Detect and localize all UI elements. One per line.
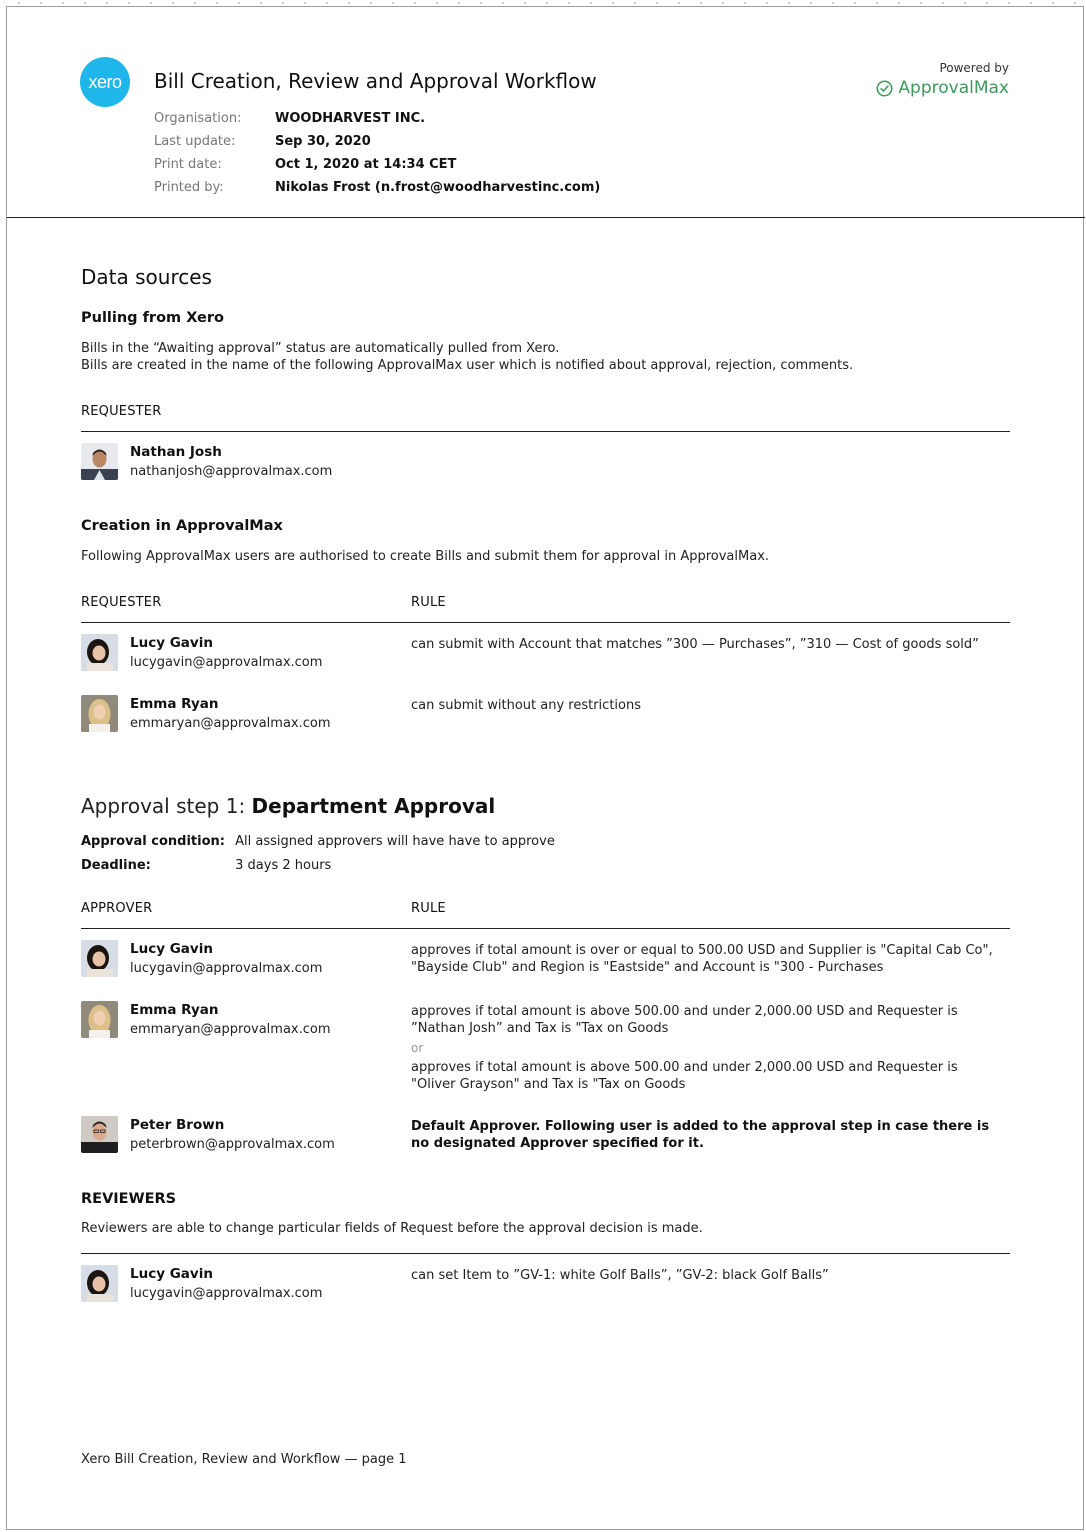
person-email: emmaryan@approvalmax.com <box>130 1022 331 1037</box>
column-header-approver: APPROVER <box>81 901 153 916</box>
xero-logo-text: xero <box>88 71 122 92</box>
pulling-description <box>81 340 853 374</box>
check-circle-icon <box>876 80 893 97</box>
column-header-requester: REQUESTER <box>81 404 162 419</box>
reviewer-rule: can set Item to ”GV-1: white Golf Balls”, ”GV-2: black Golf Balls” <box>411 1268 829 1283</box>
avatar-peter-brown <box>81 1116 118 1153</box>
meta-value: Sep 30, 2020 <box>275 134 371 149</box>
person-name: Lucy Gavin <box>130 1266 213 1282</box>
condition-row <box>81 830 555 854</box>
powered-by-label: Powered by <box>939 61 1009 75</box>
page-footer: Xero Bill Creation, Review and Workflow — page 1 <box>81 1452 407 1467</box>
meta-label: Print date: <box>154 157 222 172</box>
person-info <box>130 443 332 481</box>
person-name: Emma Ryan <box>130 696 219 712</box>
avatar-lucy-gavin <box>81 634 118 671</box>
brand-name: ApprovalMax <box>898 78 1009 98</box>
approver-rule-alt: approves if total amount is above 500.00 and under 2,000.00 USD and Requester is "Oliver Grayson" and Tax is "Tax on Goods <box>411 1060 958 1092</box>
meta-label: Last update: <box>154 134 236 149</box>
avatar-nathan-josh <box>81 443 118 480</box>
condition-label: Approval condition: <box>81 834 225 849</box>
approver-rule: approves if total amount is over or equal to 500.00 USD and Supplier is "Capital Cab Co", "Bayside Club" and Region is "Eastside" and Account is "300 - Purchases <box>411 943 993 975</box>
approver-row <box>81 1001 331 1039</box>
subsection-title-creation: Creation in ApprovalMax <box>81 518 283 534</box>
step-prefix: Approval step 1: <box>81 794 246 818</box>
meta-row-last-update <box>154 130 600 153</box>
column-header-rule: RULE <box>411 901 446 916</box>
document-meta <box>154 107 600 199</box>
deadline-value: 3 days 2 hours <box>235 858 332 873</box>
requester-rule: can submit with Account that matches ”300 — Purchases”, ”310 — Cost of goods sold” <box>411 637 979 652</box>
xero-logo <box>80 57 130 107</box>
meta-label: Printed by: <box>154 180 224 195</box>
meta-row-printed-by <box>154 176 600 199</box>
column-header-rule: RULE <box>411 595 446 610</box>
column-header-requester: REQUESTER <box>81 595 162 610</box>
person-email: lucygavin@approvalmax.com <box>130 961 323 976</box>
person-name: Nathan Josh <box>130 444 222 460</box>
table-divider <box>81 928 1010 929</box>
person-info <box>130 1001 331 1039</box>
approver-row <box>81 1116 335 1154</box>
avatar-lucy-gavin <box>81 1265 118 1302</box>
person-name: Lucy Gavin <box>130 635 213 651</box>
approver-rule-group <box>411 1003 1001 1093</box>
person-info <box>130 940 322 978</box>
approvalmax-logo <box>876 78 1009 98</box>
person-email: lucygavin@approvalmax.com <box>130 1286 323 1301</box>
meta-row-print-date <box>154 153 600 176</box>
meta-value: WOODHARVEST INC. <box>275 111 426 126</box>
rule-separator-or: or <box>411 1041 424 1055</box>
person-email: lucygavin@approvalmax.com <box>130 655 323 670</box>
pulling-line-1: Bills in the “Awaiting approval” status are automatically pulled from Xero. <box>81 341 560 356</box>
reviewers-title: REVIEWERS <box>81 1191 177 1207</box>
meta-row-organisation <box>154 107 600 130</box>
table-divider <box>81 622 1010 623</box>
creation-description: Following ApprovalMax users are authorised to create Bills and submit them for approval in ApprovalMax. <box>81 549 770 564</box>
approval-step-title <box>81 794 495 818</box>
approval-conditions <box>81 830 555 878</box>
meta-value: Oct 1, 2020 at 14:34 CET <box>275 157 457 172</box>
deadline-row <box>81 854 555 878</box>
person-name: Lucy Gavin <box>130 941 213 957</box>
meta-value: Nikolas Frost (n.frost@woodharvestinc.com) <box>275 180 601 195</box>
approver-row <box>81 940 322 978</box>
table-divider <box>81 1253 1010 1254</box>
step-name: Department Approval <box>251 794 496 818</box>
person-name: Emma Ryan <box>130 1002 219 1018</box>
person-info <box>130 695 331 733</box>
powered-by <box>876 61 1009 98</box>
requester-rule: can submit without any restrictions <box>411 698 641 713</box>
avatar-emma-ryan <box>81 695 118 732</box>
requester-row <box>81 634 322 672</box>
pulling-line-2: Bills are created in the name of the following ApprovalMax user which is notified about approval, rejection, comments. <box>81 358 854 373</box>
requester-row <box>81 443 332 481</box>
person-name: Peter Brown <box>130 1117 225 1133</box>
default-approver-rule: Default Approver. Following user is added to the approval step in case there is no designated Approver specified for it. <box>411 1119 990 1151</box>
header-divider <box>7 217 1085 218</box>
document-page <box>6 6 1084 1530</box>
table-divider <box>81 431 1010 432</box>
reviewers-description: Reviewers are able to change particular fields of Request before the approval decision is made. <box>81 1221 703 1236</box>
person-email: peterbrown@approvalmax.com <box>130 1137 335 1152</box>
subsection-title-pulling: Pulling from Xero <box>81 310 224 326</box>
page-title: Bill Creation, Review and Approval Workflow <box>154 69 597 93</box>
person-email: nathanjosh@approvalmax.com <box>130 464 333 479</box>
person-info <box>130 1116 335 1154</box>
deadline-label: Deadline: <box>81 858 151 873</box>
person-info <box>130 634 322 672</box>
person-email: emmaryan@approvalmax.com <box>130 716 331 731</box>
reviewer-row <box>81 1265 322 1303</box>
approver-rule: approves if total amount is above 500.00 and under 2,000.00 USD and Requester is ”Nathan Josh” and Tax is "Tax on Goods <box>411 1004 958 1036</box>
avatar-lucy-gavin <box>81 940 118 977</box>
person-info <box>130 1265 322 1303</box>
section-title-data-sources: Data sources <box>81 265 212 289</box>
requester-row <box>81 695 331 733</box>
meta-label: Organisation: <box>154 111 242 126</box>
avatar-emma-ryan <box>81 1001 118 1038</box>
condition-value: All assigned approvers will have have to approve <box>235 834 555 849</box>
